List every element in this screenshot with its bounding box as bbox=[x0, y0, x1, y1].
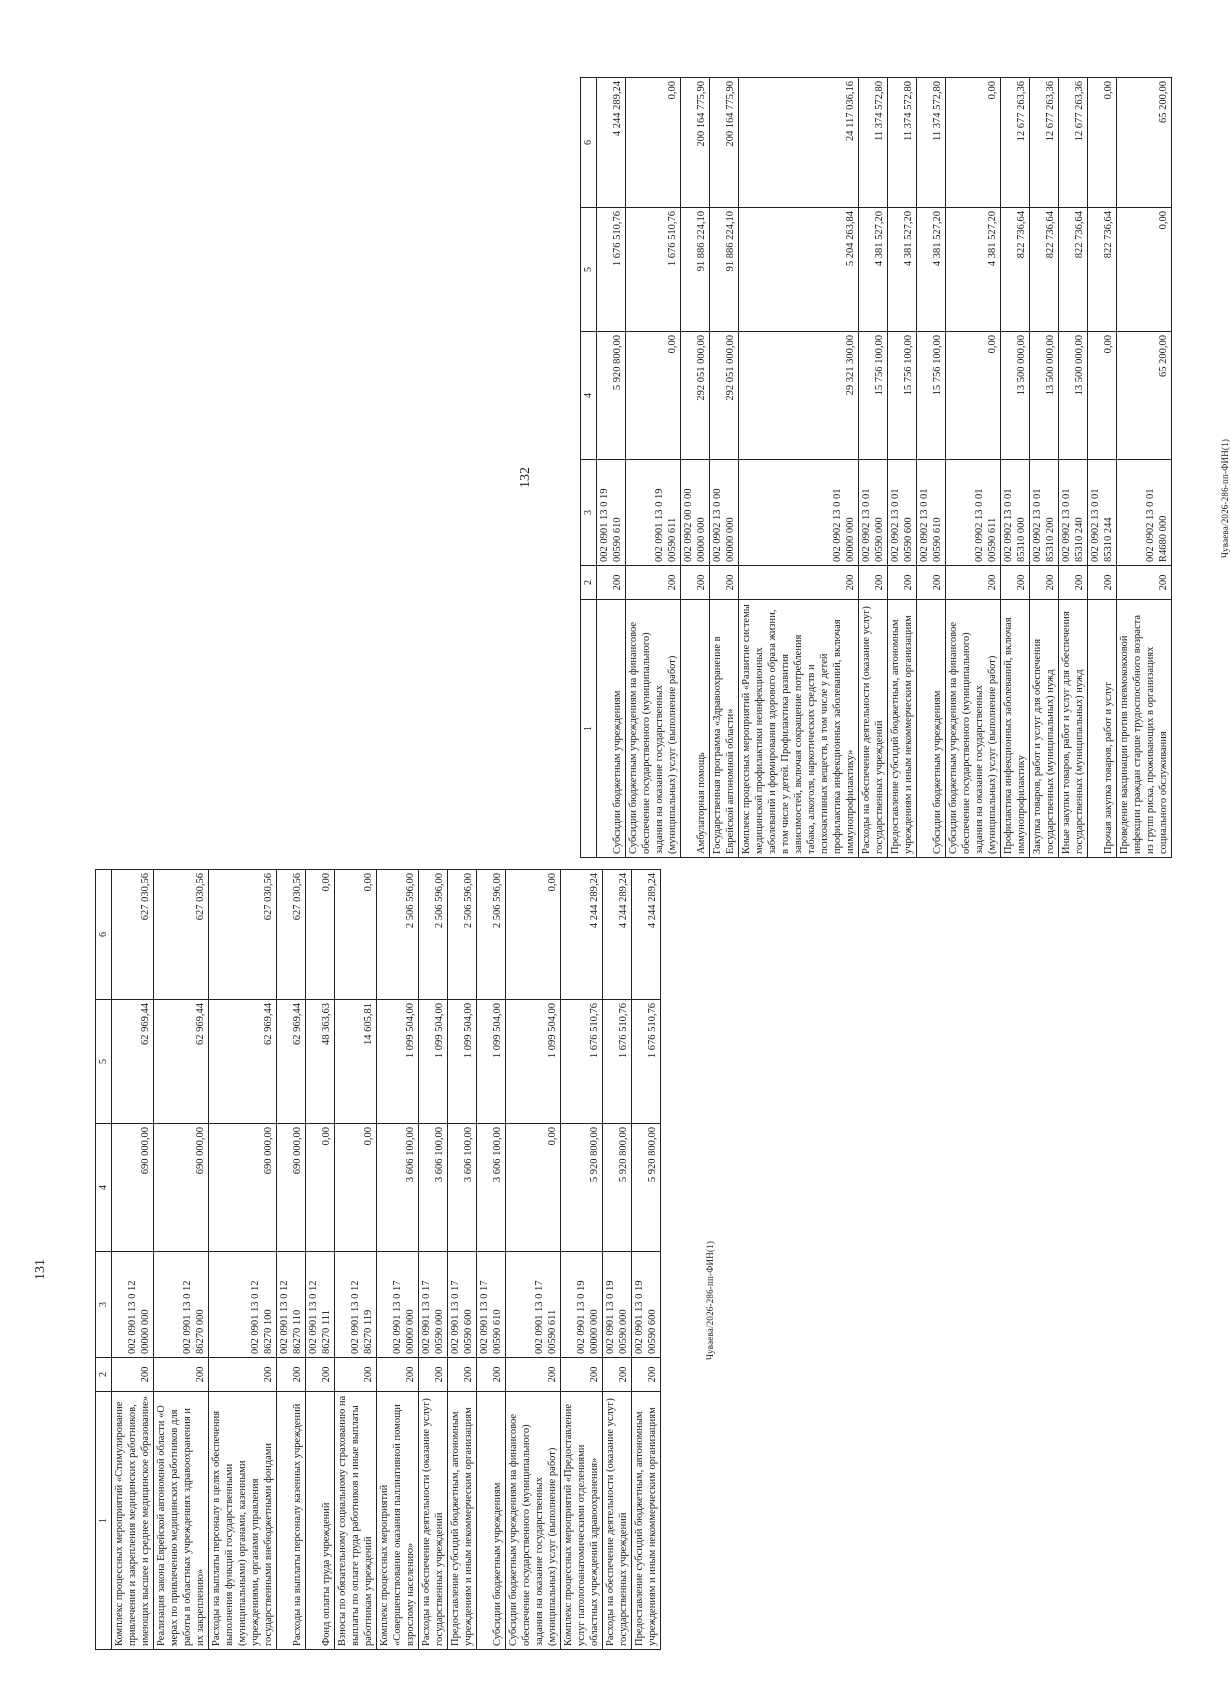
row-value-col4: 3 606 100,00 bbox=[419, 1124, 448, 1252]
table-row bbox=[419, 870, 448, 1650]
table-row bbox=[1117, 78, 1172, 858]
row-value-col6: 2 506 596,00 bbox=[477, 870, 506, 1000]
row-code-col3: 002 0902 13 0 01 R4680 000 bbox=[1117, 460, 1172, 566]
row-value-col6: 200 164 775,90 bbox=[681, 78, 710, 208]
row-value-col4: 690 000,00 bbox=[277, 1124, 306, 1252]
row-value-col5: 48 363,63 bbox=[306, 1000, 335, 1124]
table-row bbox=[681, 78, 710, 858]
column-number-6: 6 bbox=[96, 870, 112, 1000]
row-code-col2: 200 bbox=[739, 566, 859, 600]
row-code-col3: 002 0902 00 0 00 00000 000 bbox=[681, 460, 710, 566]
row-value-col5: 4 381 527,20 bbox=[946, 208, 1001, 332]
row-code-col3: 002 0901 13 0 17 00000 000 bbox=[377, 1252, 419, 1358]
row-value-col4: 29 321 300,00 bbox=[739, 332, 859, 460]
row-code-col2: 200 bbox=[681, 566, 710, 600]
table-row bbox=[335, 870, 377, 1650]
table-row bbox=[1001, 78, 1030, 858]
column-number-2: 2 bbox=[96, 1358, 112, 1392]
row-code-col3: 002 0901 13 0 12 86270 111 bbox=[306, 1252, 335, 1358]
table-row bbox=[1088, 78, 1117, 858]
table-row bbox=[626, 78, 681, 858]
row-code-col2: 200 bbox=[209, 1358, 277, 1392]
row-value-col4: 5 920 800,00 bbox=[597, 332, 626, 460]
row-value-col4: 292 051 000,00 bbox=[710, 332, 739, 460]
row-value-col5: 1 676 510,76 bbox=[626, 208, 681, 332]
row-value-col6: 0,00 bbox=[335, 870, 377, 1000]
row-value-col5: 91 886 224,10 bbox=[681, 208, 710, 332]
row-code-col2: 200 bbox=[632, 1358, 661, 1392]
row-value-col4: 5 920 800,00 bbox=[603, 1124, 632, 1252]
column-number-1: 1 bbox=[581, 600, 597, 858]
row-value-col6: 2 506 596,00 bbox=[419, 870, 448, 1000]
row-value-col4: 13 500 000,00 bbox=[1059, 332, 1088, 460]
row-value-col4: 0,00 bbox=[335, 1124, 377, 1252]
row-code-col2: 200 bbox=[448, 1358, 477, 1392]
row-value-col4: 13 500 000,00 bbox=[1030, 332, 1059, 460]
row-name: Прочая закупка товаров, работ и услуг bbox=[1088, 600, 1117, 858]
table-header-row bbox=[581, 78, 597, 858]
table-row bbox=[917, 78, 946, 858]
row-value-col6: 4 244 289,24 bbox=[561, 870, 603, 1000]
row-value-col5: 1 676 510,76 bbox=[632, 1000, 661, 1124]
row-code-col2: 200 bbox=[626, 566, 681, 600]
table-row bbox=[306, 870, 335, 1650]
row-code-col3: 002 0901 13 0 12 00000 000 bbox=[112, 1252, 154, 1358]
row-code-col3: 002 0902 13 0 01 00590 611 bbox=[946, 460, 1001, 566]
row-value-col4: 3 606 100,00 bbox=[377, 1124, 419, 1252]
table-row bbox=[448, 870, 477, 1650]
row-value-col5: 822 736,64 bbox=[1088, 208, 1117, 332]
row-value-col5: 0,00 bbox=[1117, 208, 1172, 332]
table-row bbox=[112, 870, 154, 1650]
row-name: Расходы на выплаты персоналу казенных учреждений bbox=[277, 1392, 306, 1650]
row-name: Комплекс процессных мероприятий «Предоставление услуг патологоанатомическими отделениями областных учреждений здравоохранения» bbox=[561, 1392, 603, 1650]
table-row bbox=[209, 870, 277, 1650]
row-code-col2: 200 bbox=[419, 1358, 448, 1392]
row-code-col3: 002 0902 13 0 01 00000 000 bbox=[739, 460, 859, 566]
table-row bbox=[154, 870, 209, 1650]
row-value-col6: 12 677 263,36 bbox=[1030, 78, 1059, 208]
column-number-6: 6 bbox=[581, 78, 597, 208]
row-code-col2: 200 bbox=[1030, 566, 1059, 600]
page-132 bbox=[518, 78, 1230, 858]
row-value-col6: 627 030,56 bbox=[154, 870, 209, 1000]
row-value-col6: 11 374 572,80 bbox=[888, 78, 917, 208]
row-value-col6: 627 030,56 bbox=[277, 870, 306, 1000]
row-code-col2: 200 bbox=[597, 566, 626, 600]
row-value-col5: 1 676 510,76 bbox=[603, 1000, 632, 1124]
column-number-3: 3 bbox=[581, 460, 597, 566]
row-value-col5: 4 381 527,20 bbox=[917, 208, 946, 332]
row-value-col6: 627 030,56 bbox=[209, 870, 277, 1000]
row-code-col2: 200 bbox=[306, 1358, 335, 1392]
column-number-5: 5 bbox=[96, 1000, 112, 1124]
row-code-col3: 002 0901 13 0 19 00590 610 bbox=[597, 460, 626, 566]
row-value-col5: 1 099 504,00 bbox=[477, 1000, 506, 1124]
row-value-col6: 200 164 775,90 bbox=[710, 78, 739, 208]
row-code-col3: 002 0901 13 0 12 86270 000 bbox=[154, 1252, 209, 1358]
row-value-col6: 24 117 036,16 bbox=[739, 78, 859, 208]
row-code-col2: 200 bbox=[277, 1358, 306, 1392]
row-name: Субсидии бюджетным учреждениям bbox=[477, 1392, 506, 1650]
row-value-col5: 62 969,44 bbox=[277, 1000, 306, 1124]
row-code-col3: 002 0901 13 0 12 86270 110 bbox=[277, 1252, 306, 1358]
row-value-col4: 690 000,00 bbox=[112, 1124, 154, 1252]
row-code-col2: 200 bbox=[710, 566, 739, 600]
row-name: Предоставление субсидий бюджетным, автономным учреждениям и иным некоммерческим организациям bbox=[888, 600, 917, 858]
row-name: Реализация закона Еврейской автономной области «О мерах по привлечению медицинских работников для работы в областных учреждениях здравоохранения и их закреплению» bbox=[154, 1392, 209, 1650]
row-value-col5: 822 736,64 bbox=[1030, 208, 1059, 332]
row-code-col2: 200 bbox=[1001, 566, 1030, 600]
row-name: Субсидии бюджетным учреждениям на финансовое обеспечение государственного (муниципального) задания на оказание государственных (муниципальных) услуг (выполнение работ) bbox=[506, 1392, 561, 1650]
row-code-col2: 200 bbox=[1059, 566, 1088, 600]
row-value-col5: 1 099 504,00 bbox=[506, 1000, 561, 1124]
row-name: Амбулаторная помощь bbox=[681, 600, 710, 858]
row-value-col4: 3 606 100,00 bbox=[477, 1124, 506, 1252]
table-row bbox=[561, 870, 603, 1650]
column-number-2: 2 bbox=[581, 566, 597, 600]
row-name: Государственная программа «Здравоохранение в Еврейской автономной области» bbox=[710, 600, 739, 858]
row-value-col4: 0,00 bbox=[506, 1124, 561, 1252]
row-value-col4: 15 756 100,00 bbox=[859, 332, 888, 460]
row-code-col3: 002 0902 13 0 01 85310 240 bbox=[1059, 460, 1088, 566]
row-value-col5: 4 381 527,20 bbox=[888, 208, 917, 332]
row-code-col3: 002 0902 13 0 01 85310 200 bbox=[1030, 460, 1059, 566]
row-name: Предоставление субсидий бюджетным, автономным учреждениям и иным некоммерческим организациям bbox=[448, 1392, 477, 1650]
table-row bbox=[477, 870, 506, 1650]
budget-table bbox=[580, 77, 1172, 858]
row-code-col3: 002 0902 13 0 01 00590 000 bbox=[859, 460, 888, 566]
row-value-col4: 0,00 bbox=[306, 1124, 335, 1252]
row-code-col2: 200 bbox=[477, 1358, 506, 1392]
row-value-col4: 690 000,00 bbox=[209, 1124, 277, 1252]
table-header-row bbox=[96, 870, 112, 1650]
row-value-col5: 4 381 527,20 bbox=[859, 208, 888, 332]
row-value-col5: 5 204 263,84 bbox=[739, 208, 859, 332]
table-row bbox=[739, 78, 859, 858]
row-code-col3: 002 0902 13 0 01 85310 000 bbox=[1001, 460, 1030, 566]
row-code-col3: 002 0901 13 0 19 00590 600 bbox=[632, 1252, 661, 1358]
table-row bbox=[632, 870, 661, 1650]
row-name: Проведение вакцинации против пневмококковой инфекции граждан старше трудоспособного возраста из групп риска, проживающих в организациях социального обслуживания bbox=[1117, 600, 1172, 858]
row-name: Субсидии бюджетным учреждениям на финансовое обеспечение государственного (муниципального) задания на оказание государственных (муниципальных) услуг (выполнение работ) bbox=[626, 600, 681, 858]
row-value-col6: 0,00 bbox=[506, 870, 561, 1000]
row-name: Взносы по обязательному социальному страхованию на выплаты по оплате труда работников и иные выплаты работникам учреждений bbox=[335, 1392, 377, 1650]
row-name: Расходы на обеспечение деятельности (оказание услуг) государственных учреждений bbox=[419, 1392, 448, 1650]
row-value-col5: 62 969,44 bbox=[154, 1000, 209, 1124]
row-value-col4: 5 920 800,00 bbox=[561, 1124, 603, 1252]
row-name: Субсидии бюджетным учреждениям на финансовое обеспечение государственного (муниципального) задания на оказание государственных (муниципальных) услуг (выполнение работ) bbox=[946, 600, 1001, 858]
row-code-col2: 200 bbox=[1088, 566, 1117, 600]
row-value-col5: 1 676 510,76 bbox=[561, 1000, 603, 1124]
row-value-col4: 15 756 100,00 bbox=[917, 332, 946, 460]
row-code-col3: 002 0902 13 0 01 00590 610 bbox=[917, 460, 946, 566]
table-row bbox=[506, 870, 561, 1650]
table-row bbox=[1059, 78, 1088, 858]
row-code-col3: 002 0901 13 0 17 00590 000 bbox=[419, 1252, 448, 1358]
row-code-col2: 200 bbox=[603, 1358, 632, 1392]
table-row bbox=[1030, 78, 1059, 858]
row-name: Комплекс процессных мероприятий «Стимулирование привлечения и закрепления медицинских работников, имеющих высшее и среднее медицинское образование» bbox=[112, 1392, 154, 1650]
table-row bbox=[377, 870, 419, 1650]
row-value-col6: 2 506 596,00 bbox=[377, 870, 419, 1000]
row-name: Комплекс процессных мероприятий «Развитие системы медицинской профилактики неинфекционных заболеваний и формирования здорового образа жизни, в том числе у детей. Профилактика развития зависимостей, включая сокращение потребления табака, алкоголя, наркотических средств и психоактивных веществ, в том числе у детей профилактика инфекционных заболеваний, включая иммунопрофилактику» bbox=[739, 600, 859, 858]
row-name: Комплекс процессных мероприятий «Совершенствование оказания паллиативной помощи взрослому населению» bbox=[377, 1392, 419, 1650]
table-row bbox=[277, 870, 306, 1650]
column-number-1: 1 bbox=[96, 1392, 112, 1650]
table-row bbox=[946, 78, 1001, 858]
row-code-col3: 002 0902 13 0 01 85310 244 bbox=[1088, 460, 1117, 566]
row-code-col2: 200 bbox=[859, 566, 888, 600]
row-code-col2: 200 bbox=[1117, 566, 1172, 600]
row-value-col4: 65 200,00 bbox=[1117, 332, 1172, 460]
page-number: 131 bbox=[33, 1259, 48, 1280]
row-value-col6: 4 244 289,24 bbox=[632, 870, 661, 1000]
row-value-col4: 13 500 000,00 bbox=[1001, 332, 1030, 460]
row-value-col6: 65 200,00 bbox=[1117, 78, 1172, 208]
row-name: Предоставление субсидий бюджетным, автономным учреждениям и иным некоммерческим организациям bbox=[632, 1392, 661, 1650]
row-code-col3: 002 0901 13 0 19 00590 611 bbox=[626, 460, 681, 566]
row-value-col5: 1 099 504,00 bbox=[377, 1000, 419, 1124]
row-code-col2: 200 bbox=[561, 1358, 603, 1392]
column-number-4: 4 bbox=[581, 332, 597, 460]
row-value-col6: 11 374 572,80 bbox=[859, 78, 888, 208]
row-value-col4: 0,00 bbox=[1088, 332, 1117, 460]
footer-text: Чуваева/2026-286-пп-ФИН(1) bbox=[1220, 438, 1230, 558]
row-value-col4: 0,00 bbox=[626, 332, 681, 460]
table-row bbox=[603, 870, 632, 1650]
row-name: Иные закупки товаров, работ и услуг для обеспечения государственных (муниципальных) нужд bbox=[1059, 600, 1088, 858]
row-name: Расходы на обеспечение деятельности (оказание услуг) государственных учреждений bbox=[603, 1392, 632, 1650]
column-number-3: 3 bbox=[96, 1252, 112, 1358]
row-code-col3: 002 0901 13 0 17 00590 600 bbox=[448, 1252, 477, 1358]
row-value-col6: 12 677 263,36 bbox=[1059, 78, 1088, 208]
table-row bbox=[597, 78, 626, 858]
row-code-col3: 002 0901 13 0 12 86270 100 bbox=[209, 1252, 277, 1358]
column-number-4: 4 bbox=[96, 1124, 112, 1252]
row-value-col5: 822 736,64 bbox=[1059, 208, 1088, 332]
row-code-col2: 200 bbox=[112, 1358, 154, 1392]
row-code-col2: 200 bbox=[377, 1358, 419, 1392]
row-name: Фонд оплаты труда учреждений bbox=[306, 1392, 335, 1650]
row-code-col3: 002 0902 13 0 01 00590 600 bbox=[888, 460, 917, 566]
row-value-col5: 822 736,64 bbox=[1001, 208, 1030, 332]
table-row bbox=[859, 78, 888, 858]
row-code-col3: 002 0901 13 0 17 00590 610 bbox=[477, 1252, 506, 1358]
row-code-col3: 002 0901 13 0 12 86270 119 bbox=[335, 1252, 377, 1358]
row-value-col6: 2 506 596,00 bbox=[448, 870, 477, 1000]
budget-table bbox=[95, 869, 661, 1650]
row-code-col3: 002 0901 13 0 19 00590 000 bbox=[603, 1252, 632, 1358]
row-code-col2: 200 bbox=[917, 566, 946, 600]
row-name: Профилактика инфекционных заболеваний, включая иммунопрофилактику bbox=[1001, 600, 1030, 858]
row-code-col2: 200 bbox=[335, 1358, 377, 1392]
row-code-col3: 002 0901 13 0 17 00590 611 bbox=[506, 1252, 561, 1358]
row-value-col4: 15 756 100,00 bbox=[888, 332, 917, 460]
footer-text: Чуваева/2026-286-пп-ФИН(1) bbox=[705, 1240, 715, 1360]
row-value-col6: 11 374 572,80 bbox=[917, 78, 946, 208]
column-number-5: 5 bbox=[581, 208, 597, 332]
row-value-col6: 4 244 289,24 bbox=[597, 78, 626, 208]
row-value-col5: 1 676 510,76 bbox=[597, 208, 626, 332]
row-code-col2: 200 bbox=[888, 566, 917, 600]
row-name: Закупка товаров, работ и услуг для обеспечения государственных (муниципальных) нужд bbox=[1030, 600, 1059, 858]
row-value-col4: 690 000,00 bbox=[154, 1124, 209, 1252]
row-name: Расходы на выплаты персоналу в целях обеспечения выполнения функций государственными (муниципальными) органами, казенными учреждениями, органами управления государственными внебюджетными фондами bbox=[209, 1392, 277, 1650]
row-name: Субсидии бюджетным учреждениям bbox=[597, 600, 626, 858]
row-value-col4: 5 920 800,00 bbox=[632, 1124, 661, 1252]
row-value-col6: 0,00 bbox=[306, 870, 335, 1000]
row-value-col5: 1 099 504,00 bbox=[419, 1000, 448, 1124]
row-value-col4: 0,00 bbox=[946, 332, 1001, 460]
row-value-col5: 62 969,44 bbox=[209, 1000, 277, 1124]
row-value-col6: 4 244 289,24 bbox=[603, 870, 632, 1000]
row-value-col5: 1 099 504,00 bbox=[448, 1000, 477, 1124]
row-value-col5: 91 886 224,10 bbox=[710, 208, 739, 332]
row-name: Расходы на обеспечение деятельности (оказание услуг) государственных учреждений bbox=[859, 600, 888, 858]
row-code-col2: 200 bbox=[506, 1358, 561, 1392]
row-value-col5: 62 969,44 bbox=[112, 1000, 154, 1124]
row-value-col6: 12 677 263,36 bbox=[1001, 78, 1030, 208]
row-value-col6: 0,00 bbox=[626, 78, 681, 208]
row-value-col6: 627 030,56 bbox=[112, 870, 154, 1000]
row-code-col3: 002 0901 13 0 19 00000 000 bbox=[561, 1252, 603, 1358]
row-name: Субсидии бюджетным учреждениям bbox=[917, 600, 946, 858]
row-value-col5: 14 605,81 bbox=[335, 1000, 377, 1124]
table-row bbox=[888, 78, 917, 858]
page-131 bbox=[33, 870, 715, 1650]
page-number: 132 bbox=[518, 467, 533, 488]
table-row bbox=[710, 78, 739, 858]
row-code-col3: 002 0902 13 0 00 00000 000 bbox=[710, 460, 739, 566]
row-value-col4: 292 051 000,00 bbox=[681, 332, 710, 460]
row-value-col6: 0,00 bbox=[1088, 78, 1117, 208]
row-code-col2: 200 bbox=[946, 566, 1001, 600]
row-value-col6: 0,00 bbox=[946, 78, 1001, 208]
row-value-col4: 3 606 100,00 bbox=[448, 1124, 477, 1252]
row-code-col2: 200 bbox=[154, 1358, 209, 1392]
